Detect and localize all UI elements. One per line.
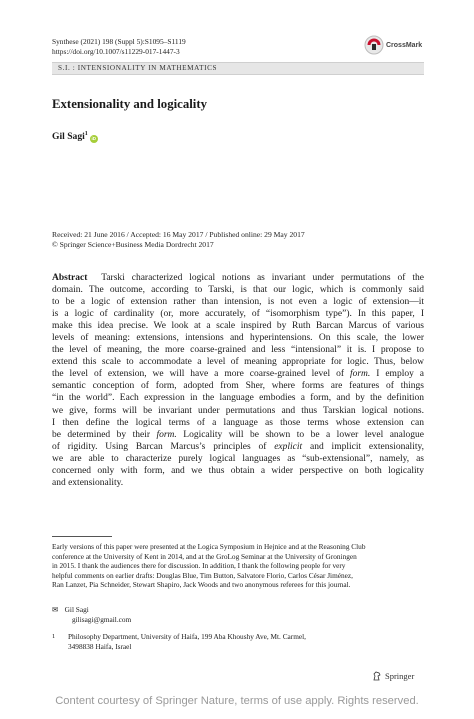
article-dates [52, 230, 305, 250]
publisher-logo [372, 671, 414, 681]
abstract-line: I then define the logical terms of a language as those terms whose extension can [52, 417, 424, 428]
footnote-line: in 2015. I thank the audiences there for discussion. In addition, I thank the following people for very [52, 561, 346, 571]
affiliation-number: 1 [52, 633, 56, 640]
journal-header [52, 37, 186, 56]
correspondence [52, 605, 131, 624]
affiliation [52, 632, 306, 651]
abstract-line: “in the world”. Each expression in the language embodies a form, and by the definition [52, 393, 424, 404]
orcid-icon[interactable]: iD [91, 136, 97, 142]
affiliation-line: Philosophy Department, University of Haifa, 199 Aba Khoushy Ave, Mt. Carmel, [68, 632, 306, 641]
abstract-line: make this idea precise. We look at a scale inspired by Ruth Barcan Marcus of various [52, 321, 424, 332]
abstract-line: be determined by their form. Logicality will be shown to be a lower level analogue [52, 429, 424, 440]
abstract-line: to be a logic of extension rather than intension, is not even a logic of extension—it [52, 297, 424, 308]
author-line [52, 131, 98, 143]
doi-link[interactable]: https://doi.org/10.1007/s11229-017-1447-3 [52, 46, 180, 56]
abstract-line [52, 272, 424, 284]
journal-citation: Synthese (2021) 198 (Suppl 5):S1095–S1119 [52, 37, 186, 46]
abstract-line: levels of meaning: extensions, intensions and hyperintensions. On this scale, the lower [52, 333, 424, 344]
publisher-name: Springer [385, 671, 415, 681]
footnote-line: helpful comments on earlier drafts: Douglas Blue, Tim Button, Salvatore Florio, Carlos César Jiménez, [52, 570, 353, 580]
abstract-line: of rigidity. Using Barcan Marcus’s principles of explicit and implicit extensionality, [52, 441, 424, 452]
correspondence-email[interactable]: gilisagi@gmail.com [72, 614, 132, 624]
abstract-line: we give, forms will be invariant under permutations and thus Tarskian logical notions. [52, 405, 424, 416]
abstract-line: the level of extension, we will have a more coarse-grained level of form. I employ a [52, 369, 424, 380]
section-label: S.I. : INTENSIONALITY IN MATHEMATICS [58, 64, 218, 72]
envelope-icon: ✉ [52, 605, 59, 614]
acknowledgment-footnote [52, 542, 424, 590]
crossmark-icon [364, 35, 384, 55]
springer-horse-icon [372, 671, 382, 681]
abstract-line: concerned only with form, and we thus obtain a wider perspective on both logicality [52, 465, 424, 476]
courtesy-notice: Content courtesy of Springer Nature, terms of use apply. Rights reserved. [55, 695, 419, 707]
footnote-divider [52, 536, 112, 537]
abstract-line: extend this scale to accommodate a level of meaning appropriate for logic. Thus, below [52, 357, 424, 368]
abstract-line-text: Tarski characterized logical notions as invariant under permutations of the [101, 273, 424, 283]
author-name[interactable]: Gil Sagi [52, 131, 85, 143]
abstract-line: domain. The outcome, according to Tarski, is that our logic, which is commonly said [52, 285, 424, 296]
abstract-heading: Abstract [52, 273, 88, 283]
abstract-line: semantic conception of form, adopted from Sher, where forms are features of things [52, 381, 424, 392]
abstract-line: and extensionality. [52, 477, 124, 488]
article-title: Extensionality and logicality [52, 97, 207, 111]
affiliation-line: 3498838 Haifa, Israel [68, 641, 132, 651]
dates-line: Received: 21 June 2016 / Accepted: 16 May 2017 / Published online: 29 May 2017 [52, 230, 305, 239]
copyright-line: © Springer Science+Business Media Dordrecht 2017 [52, 240, 214, 249]
crossmark-label: CrossMark [386, 42, 423, 49]
footnote-line: Early versions of this paper were presented at the Logica Symposium in Hejnice and at the Reasoning Club [52, 542, 366, 551]
affiliation-mark: 1 [84, 131, 88, 137]
abstract [52, 272, 424, 489]
footnote-line: conference at the University of Kent in 2014, and at the GroLog Seminar at the University of Groningen [52, 551, 357, 561]
abstract-line: is a logic of cardinality (or, more accurately, of “isomorphism type”). In this paper, I [52, 309, 424, 320]
correspondence-name: Gil Sagi [64, 605, 89, 614]
footnote-line: Ran Lanzet, Pia Schneider, Stewart Shapiro, Jack Woods and two anonymous referees for this journal. [52, 580, 351, 590]
abstract-line: the level of meaning, the more coarse-grained and less “intensional” it is. I propose to [52, 345, 424, 356]
crossmark-badge[interactable] [364, 35, 422, 55]
abstract-line: we are able to characterize purely logical languages as “sub-extensional”, namely, as [52, 453, 424, 464]
